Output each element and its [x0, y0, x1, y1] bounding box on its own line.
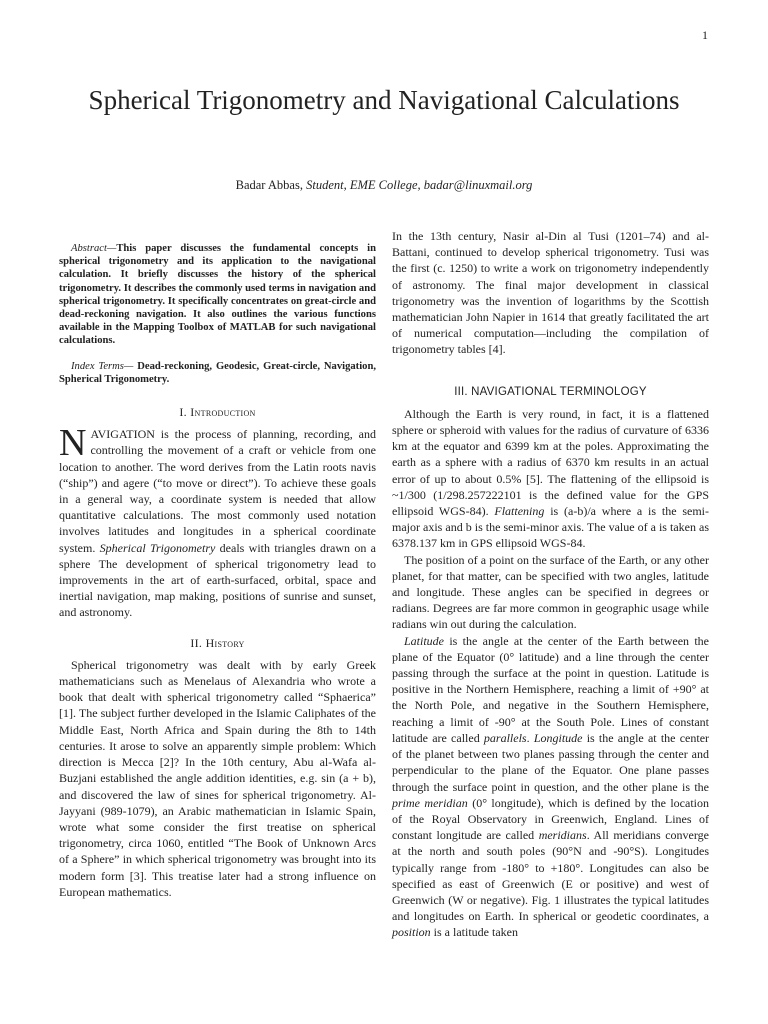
term-p3-e: . All meridians converge at the north and south poles (90°N and -90°S). Longitudes typically range from -180° to +180°. Longitudes can also be specified as east of Greenwich (E or positive) and west of Greenwich (W or negative). Fig. 1 illustrates the typical latitudes and longitudes on Earth. In spherical or geodetic coordinates, a — [392, 828, 709, 924]
abstract-lead: Abstract— — [71, 243, 117, 254]
left-column — [59, 228, 376, 900]
section-number: II. — [190, 635, 203, 650]
author-affiliation: Student, EME College, badar@linuxmail.org — [306, 178, 533, 192]
history-paragraph: Spherical trigonometry was dealt with by early Greek mathematicians such as Menelaus of Alexandria who wrote a book that dealt with spherical trigonometry called “Sphaerica” [1]. The subject further developed in the Islamic Caliphates of the Middle East, North Africa and Spain during the 8th to 14th centuries. It arose to solve an apparently simple problem: Which direction is Mecca [2]? In the 10th century, Abu al-Wafa al-Buzjani established the angle addition identities, e.g. sin (a + b), and discovered the law of sines for spherical trigonometry. Al-Jayyani (989-1079), an Arabic mathematician in Islamic Spain, wrote what some consider the first treatise on spherical trigonometry, circa 1060, entitled “The Book of Unknown Arcs of a Sphere” in which spherical trigonometry was brought into its modern form [3]. This treatise later had a strong influence on European mathematics. — [59, 657, 376, 899]
right-column — [392, 228, 709, 941]
term-parallels: parallels — [483, 730, 527, 745]
author-line — [60, 178, 708, 193]
page-number: 1 — [702, 28, 708, 42]
term-p3-d: (0° longitude), which is defined by the location of the Royal Observatory in Greenwich, England. Lines of constant longitude are called — [392, 795, 709, 843]
index-terms-text: Dead-reckoning, Geodesic, Great-circle, Navigation, Spherical Trigonometry. — [59, 360, 376, 385]
terminology-paragraph-2: The position of a point on the surface of the Earth, or any other planet, for that matter, can be specified with two angles, latitude and longitude. These angles can be specified in degrees or radians. Degrees are far more common in geographic usage while radians win out during the calculation. — [392, 552, 709, 632]
term-latitude: Latitude — [404, 633, 445, 648]
intro-text-b: deals with triangles drawn on a sphere The development of spherical trigonometry lead to improvements in the art of earth-surfaced, orbital, space and inertial navigation, map making, positions of sunrise and sunset, and astronomy. — [59, 540, 376, 620]
section-number: I. — [179, 405, 187, 420]
section-heading-navigational-terminology: III. NAVIGATIONAL TERMINOLOGY — [454, 385, 647, 398]
index-terms-lead: Index Terms— — [71, 360, 138, 372]
term-p3-f: is a latitude taken — [430, 925, 518, 940]
term-p1-a: Although the Earth is very round, in fact, it is a flattened sphere or spheroid with values for the radius of curvature of 6336 km at the equator and 6399 km at the poles. Approximating the earth as a sphere with a radius of 6370 km results in an actual error of up to about 0.5% [5]. The flattening of the ellipsoid is ~1/300 (1/298.257222101 is the defined value for the GPS ellipsoid WGS-84). — [392, 406, 709, 519]
index-terms — [59, 360, 376, 386]
abstract-text: This paper discusses the fundamental concepts in spherical trigonometry and its application to the navigational calculation. It briefly discusses the history of the spherical trigonometry. It describes the commonly used terms in navigation and spherical trigonometry. It specifically concentrates on great-circle and dead-reckoning navigation. It also outlines the various functions available in the Mapping Toolbox of MATLAB for such navigational calculations. — [59, 243, 376, 347]
term-p1-b: is (a-b)/a where a is the semi-major axis and b is the semi-minor axis. The value of a is taken as 6378.137 km in GPS ellipsoid WGS-84. — [392, 504, 709, 551]
intro-text-italic: Spherical Trigonometry — [99, 540, 216, 555]
dropcap: N — [59, 422, 87, 465]
term-p1-italic: Flattening — [494, 504, 545, 519]
term-prime-meridian: prime meridian — [392, 795, 468, 810]
section-heading-introduction — [59, 404, 376, 420]
history-continued-paragraph: In the 13th century, Nasir al-Din al Tusi (1201–74) and al-Battani, continued to develop spherical trigonometry. Tusi was the first (c. 1250) to write a work on trigonometry independently of astronomy. The final major development in classical trigonometry was the invention of logarithms by the Scottish mathematician John Napier in 1614 that greatly facilitated the art of numerical computation—including the compilation of trigonometry tables [4]. — [392, 229, 709, 357]
section-title: Introduction — [190, 405, 256, 420]
paper-title: Spherical Trigonometry and Navigational Calculations — [88, 85, 680, 115]
terminology-paragraph-3 — [392, 633, 709, 941]
term-longitude: Longitude — [533, 730, 583, 745]
author-name: Badar Abbas, — [235, 178, 307, 192]
term-meridians: meridians — [538, 828, 587, 843]
term-p3-c: is the angle at the center of the planet between two planes passing through the center and perpendicular to the plane of the Equator. One plane passes through the surface point in question, and the other plane is the — [392, 730, 710, 794]
introduction-paragraph — [59, 422, 376, 620]
term-p3-b: . — [526, 730, 534, 745]
section-heading-history — [59, 635, 376, 651]
terminology-paragraph-1 — [392, 406, 709, 552]
abstract — [59, 242, 376, 348]
term-position: position — [392, 925, 431, 940]
intro-text-a: AVIGATION is the process of planning, recording, and controlling the movement of a craft or vehicle from one location to another. The word derives from the Latin roots navis (“ship”) and agere (“to move or direct”). To achieve these goals in a general way, a coordinate system is needed that allow quantitative calculations. The most commonly used notation involves latitudes and longitudes in a spherical coordinate system. — [59, 427, 376, 555]
section-title: History — [205, 635, 245, 650]
term-p3-a: is the angle at the center of the Earth between the plane of the Equator (0° latitude) and a line through the center passing through the surface at the point in question. Latitude is positive in the Northern Hemisphere, reaching a limit of +90° at the North Pole, and negative in the Southern Hemisphere, reaching a limit of -90° at the South Pole. Lines of constant latitude are called — [392, 633, 709, 745]
